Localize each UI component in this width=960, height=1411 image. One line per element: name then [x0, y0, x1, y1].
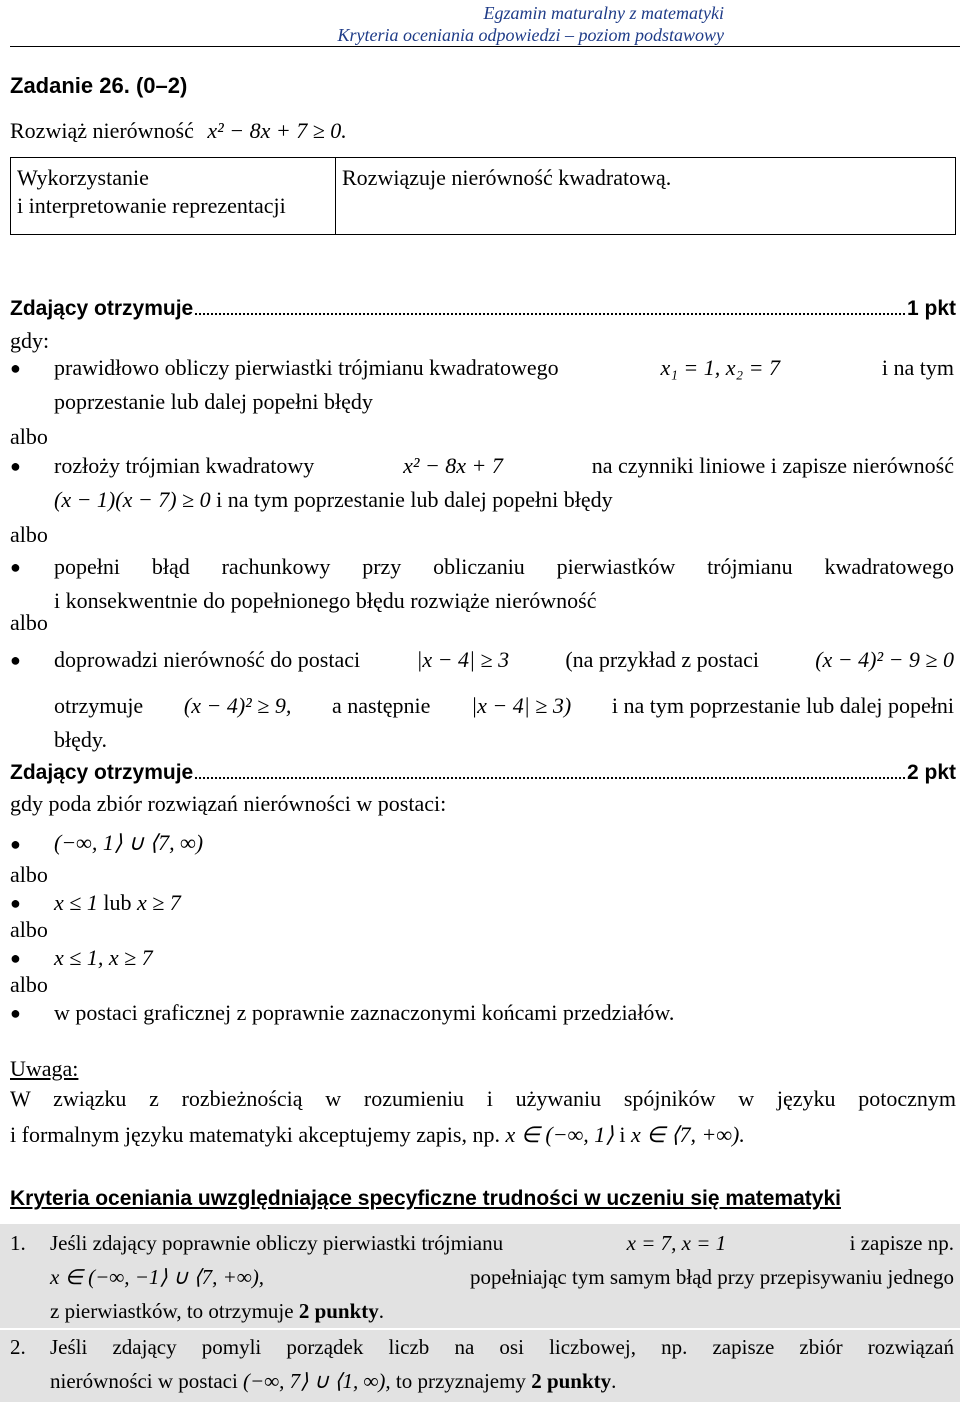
- note-line-1: W związku z rozbieżnością w rozumieniu i używaniu spójników w języku potocznym: [10, 1086, 956, 1111]
- requirements-table: [10, 157, 956, 235]
- criterion-1: 1. Jeśli zdający poprawnie obliczy pierwiastki trójmianu x = 7, x = 1 i zapisze np. x ∈ (−∞, −1⟩ ∪ ⟨7, +∞), popełniając tym samym błąd przy przepisywaniu jednego z pierwiastków, to otrzymuje 2 punkty.: [0, 1224, 960, 1328]
- albo-label: albo: [10, 917, 48, 942]
- score-1-lead: Zdający otrzymuje 1 pkt: [10, 297, 956, 320]
- specific-requirement: Rozwiązuje nierówność kwadratową.: [336, 158, 956, 235]
- score-1-condition: gdy:: [10, 328, 50, 353]
- score-2-lead: Zdający otrzymuje 2 pkt: [10, 761, 956, 784]
- criterion-2: 2. Jeśli zdający pomyli porządek liczb na osi liczbowej, np. zapisze zbiór rozwiązań nierówności w postaci (−∞, 7⟩ ∪ ⟨1, ∞), to przyznajemy 2 punkty.: [0, 1330, 960, 1402]
- score-2-condition: gdy poda zbiór rozwiązań nierówności w postaci:: [10, 791, 447, 816]
- task-statement: [10, 118, 347, 144]
- albo-label: albo: [10, 610, 48, 635]
- header-exam-title: Egzamin maturalny z matematyki: [483, 3, 724, 23]
- task-title: Zadanie 26. (0–2): [10, 73, 188, 98]
- general-requirement: Wykorzystanie i interpretowanie reprezentacji: [11, 158, 336, 235]
- bullet-icon: ●: [10, 948, 21, 968]
- bullet-icon: ●: [10, 893, 21, 913]
- solution-form-interval: (−∞, 1⟩ ∪ ⟨7, ∞): [54, 830, 204, 855]
- header-divider: [10, 46, 960, 47]
- solution-form-lub: x ≤ 1 lub x ≥ 7: [54, 890, 181, 915]
- page-header: [338, 2, 725, 46]
- bullet-icon: ●: [10, 456, 21, 476]
- score-1-option-2: rozłoży trójmian kwadratowy x² − 8x + 7 na czynniki liniowe i zapisze nierówność (x − 1)(x − 7) ≥ 0 i na tym poprzestanie lub dalej popełni błędy: [54, 453, 954, 512]
- note-line-2: i formalnym języku matematyki akceptujemy zapis, np. x ∈ (−∞, 1⟩ i x ∈ ⟨7, +∞).: [10, 1122, 745, 1147]
- albo-label: albo: [10, 522, 48, 547]
- bullet-icon: ●: [10, 358, 21, 378]
- note-title: Uwaga:: [10, 1056, 79, 1081]
- bullet-icon: ●: [10, 557, 21, 577]
- bullet-icon: ●: [10, 650, 21, 670]
- solution-form-graphic: w postaci graficznej z poprawnie zaznaczonymi końcami przedziałów.: [54, 1000, 675, 1025]
- albo-label: albo: [10, 862, 48, 887]
- score-1-option-3: popełni błąd rachunkowy przy obliczaniu pierwiastków trójmianu kwadratowego i konsekwentnie do popełnionego błędu rozwiąże nierówność: [54, 554, 954, 613]
- score-1-option-1: prawidłowo obliczy pierwiastki trójmianu kwadratowego x₁ = 1, x₂ = 7 i na tym poprzestanie lub dalej popełni błędy: [54, 355, 954, 414]
- solution-form-comma: x ≤ 1, x ≥ 7: [54, 945, 153, 970]
- albo-label: albo: [10, 424, 48, 449]
- header-subtitle: Kryteria oceniania odpowiedzi – poziom podstawowy: [337, 25, 724, 45]
- task-inequality: x² − 8x + 7 ≥ 0.: [207, 118, 347, 143]
- leader-dots: [195, 777, 905, 779]
- bullet-icon: ●: [10, 1003, 21, 1023]
- albo-label: albo: [10, 972, 48, 997]
- task-prompt: Rozwiąż nierówność: [10, 118, 194, 143]
- score-1-option-4: doprowadzi nierówność do postaci |x − 4| ≥ 3 (na przykład z postaci (x − 4)² − 9 ≥ 0 otrzymuje (x − 4)² ≥ 9, a następnie |x − 4| ≥ 3) i na tym poprzestanie lub dalej popełni błędy.: [54, 647, 954, 752]
- leader-dots: [195, 313, 905, 315]
- bullet-icon: ●: [10, 834, 21, 854]
- criteria-title: Kryteria oceniania uwzględniające specyficzne trudności w uczeniu się matematyki: [10, 1187, 841, 1210]
